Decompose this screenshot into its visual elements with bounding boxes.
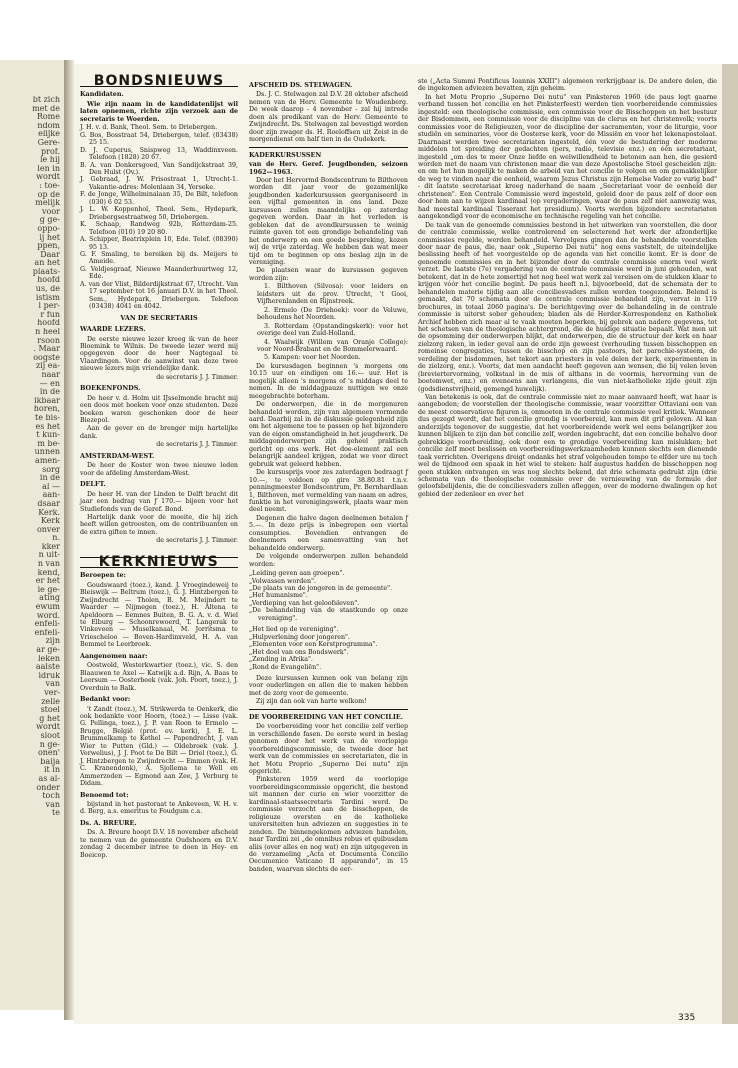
concilie-text-1: De voorbereiding voor het concilie zelf verliep in verschillende fasen. De eerste werd in beslag genomen door het werk van de voorlopige voorbereidingscommissie, de tweede door het werk van de commissies en secretariaten, die in het Motu Proprio „Superno Dei nutu" zijn opgericht. (249, 723, 408, 775)
left-page-line: n heel (35, 328, 60, 337)
boekenfonds-signature: de secretaris J. J. Timmer. (156, 441, 238, 449)
benoemd-heading: Benoemd tot: (80, 790, 129, 799)
column-middle (249, 78, 408, 874)
delft-heading: DELFT. (80, 480, 106, 489)
left-page-line: kker (41, 542, 60, 551)
left-page-line: n van (37, 560, 60, 569)
list-item: J. L. W. Koppenhol, Theol. Sem., Hydepark, Driebergsestraatweg 50, Driebergen. (80, 206, 238, 221)
left-page-line: onen' (37, 749, 60, 758)
left-page-line: al — (42, 482, 60, 491)
list-item: 2. Ermelo (De Driehoek): voor de Veluwe, behoudens het Noorden. (257, 306, 408, 322)
breure-text: Ds. A. Breure hoopt D.V. 18 november afscheid te nemen van de gemeente Oudshoorn en D.V. zondag 2 december intree te doen in Hey- en Boeicop. (80, 829, 238, 859)
left-page-line: bt zich (32, 96, 60, 104)
left-page-line: ating (39, 594, 60, 603)
left-page-line: r fun (40, 310, 60, 319)
left-page-line: wordt (36, 723, 60, 732)
list-item: A. van der Vlist, Bilderdijkstraat 67, Utrecht. Van 17 september tot 16 januari D.V. in het Theol. Sem., Hydepark, Driebergen. Telefoon (03438) 4041 en 4042. (80, 280, 238, 311)
left-page-line: t kun- (36, 431, 60, 440)
left-page-line: plaats- (32, 267, 60, 276)
list-item: „Het doel van ons Bondswerk". (249, 648, 349, 656)
left-page-line: istism (35, 293, 60, 302)
section-banner-bondsnieuws: BONDSNIEUWS (80, 78, 238, 87)
column-bondsnieuws (80, 73, 238, 860)
left-page-edge (0, 60, 65, 1010)
kaderkursussen-text-4: De onderwerpen, die in de morgenuren behandeld worden, zijn van algemeen vormende aard. Daarbij zal in de diskussie gelegenheid zijn om het algemene toe te passen op het bijzondere van de eigen omstandigheid in het jeugdwerk. De middagonderwerpen zijn geheel praktisch gericht op ons werk. Het doe-element zal een belangrijk aandeel krijgen, zodat we voor direct gebruik wat geleerd hebben. (249, 401, 408, 468)
left-page-line: Daar (40, 250, 60, 259)
left-page-line: onver (36, 525, 60, 534)
left-page-line: g het (39, 714, 60, 723)
list-item: „Rond de Evangeliën". (249, 663, 322, 671)
aangenomen-heading: Aangenomen naar: (80, 651, 148, 660)
delft-text-2: Hartelijk dank voor de moeite, die hij zich heeft willen getroosten, om de contribuanten en de extra giften te innen. (80, 514, 238, 536)
concilie-text-2: Pinksteren 1959 werd de voorlopige voorbereidingscommissie opgericht, die bestond uit mannen der curie en wier voorzitter de kardinaal-staatssecretaris Tardini werd. De commissie verzocht aan de bisschoppen, de religieuze oversten en de katholieke universiteiten hun adviezen en suggesties in te zenden. De binnengekomen adviezen handelen, naar Tardini zei „de omnibus rebus et quibusdam aliis (over alles en nog wat) en zijn uitgegeven in de verzameling „Acta et Documenta Concilio Oecumenico Vaticano II apparando", in 15 banden, waarvan slechts de eer- (249, 776, 408, 873)
boekenfonds-text-2: Aan de gever en de brenger mijn hartelijke dank. (80, 425, 238, 440)
list-item: G. Bos, Bosstraat 54, Driebergen, telef. (03438) 25 15. (80, 131, 238, 147)
kaderkursussen-text-8: Deze kursussen kunnen ook van belang zijn voor ouderlingen en allen die te maken hebben met de zorg voor de gemeente. (249, 674, 408, 697)
waarde-lezers-heading: WAARDE LEZERS. (80, 325, 146, 334)
left-page-line: stoel (40, 706, 60, 715)
waarde-lezers-signature: de secretaris J. J. Timmer. (156, 373, 238, 381)
list-item: „Volwassen worden". (249, 577, 316, 585)
left-page-line: in de (39, 474, 60, 483)
benoemd-text: bijstand in het pastoraat te Ankeveen, W. H. v. d. Berg, a.s. emeritus te Foudgum c.a. (80, 800, 238, 816)
list-item: B. A. van Donkersgoed, Van Sandijckstraat 39, Den Hulst (Ov.). (80, 161, 238, 176)
stelwagen-text: Ds. J. C. Stelwagen zal D.V. 28 oktober afscheid nemen van de Herv. Gemeente te Woudenberg. De week daarop - 4 november - zal hij intrede doen als predikant van de Herv. Gemeente te Zwijndrecht. Ds. Stelwagen zal bevestigd worden door zijn zwager ds. H. Roeloffsen uit Zeist in de morgendienst om half tien in de Oudekerk. (249, 91, 408, 144)
left-page-line: op de (37, 190, 60, 199)
left-page-line: len in (37, 164, 60, 173)
kaderkursussen-text-9: Zij zijn dan ook van harte welkom! (256, 698, 367, 706)
list-item: 3. Rotterdam (Opstandingskerk): voor het overige deel van Zuid-Holland. (257, 322, 408, 338)
left-page-line: l per- (38, 302, 60, 311)
boekenfonds-heading: BOEKENFONDS. (80, 384, 141, 393)
book-gutter (64, 60, 74, 1020)
left-page-line: zij ea- (35, 362, 60, 371)
left-page-line: ndom (37, 121, 60, 130)
left-page-line: enfeli- (34, 620, 60, 629)
left-page-line: oppo- (37, 224, 60, 233)
kaderkursussen-text-6: Degenen die halve dagen deelnemen betalen ƒ 5.—. In deze prijs is inbegrepen een viertal consumpties. Bovendien ontvangen de deelnemers een samenvatting van het behandelde onderwerp. (249, 514, 408, 552)
left-page-line: baija (40, 757, 60, 766)
left-page-line: leken (37, 654, 60, 663)
kaderkursussen-text-1: Door het Hervormd Bondscentrum te Bilthoven worden dit jaar voor de gezamenlijke jeugdbonden kaderkursussen georganiseerd in een vijftal gemeenten in ons land. Deze kursussen zullen maandelijks op zaterdag gegeven worden. Daar in het verleden is gebleken dat de avondkursussen te weinig ruimte gaven tot een grondige behandeling van het onderwerp en een goede bespreking, kozen wij de vrije zaterdag. We hebben dan wat meer tijd om te beginnen op ons beslag zijn in de vereniging. (249, 176, 408, 266)
waarde-lezers-text: De eerste nieuwe lezer kreeg ik van de heer Bloemink te Wilnis. De tweede lezer werd mij opgegeven door de heer Nagtegaal te Vlaardingen. Voor de aanwinst van deze twee nieuwe lezers mijn vriendelijke dank. (80, 335, 238, 373)
kandidaten-heading: Kandidaten. (80, 90, 124, 99)
stelwagen-heading: AFSCHEID DS. STELWAGEN. (249, 81, 353, 89)
divider (249, 147, 408, 148)
left-page-line: — en (39, 379, 60, 388)
left-page-line: rsoon (37, 336, 60, 345)
list-item: F. de Jonge, Wilhelminalaan 35, De Bilt, telefoon (030) 6 02 53. (80, 191, 238, 206)
left-page-line: in de (39, 388, 60, 397)
left-page-line: er het (35, 577, 60, 586)
list-item: „Elementen voor een Kerstprogramma". (249, 641, 378, 649)
left-page-line: hoofd (37, 276, 60, 285)
kaderkursussen-subheading: van de Herv. Geref. Jeugdbonden, seizoen 1962—1963. (249, 161, 408, 176)
kaderkursussen-text-2: De plaatsen waar de kursussen gegeven worden zijn: (249, 267, 408, 282)
topics-list-2 (249, 626, 408, 671)
left-page-line: zijn (45, 637, 60, 646)
left-page-line: unnen (34, 448, 60, 457)
left-page-line: sorg (42, 465, 60, 474)
left-page-line: melijk (35, 199, 60, 208)
list-item: K. Schaap, Randweg 92b, Rotterdam-25. Telefoon (010) 19 20 80. (80, 221, 238, 236)
left-page-line: hoofd (37, 319, 60, 328)
left-page-line: oogste (33, 353, 60, 362)
list-item: A. Schipper, Beatrixplein 10, Ede. Telef. (08390) 95 13. (80, 236, 238, 251)
kaderkursussen-text-3: De kursusdagen beginnen 's morgens om 10.15 uur en eindigen om 16.— uur. Het is mogelijk alleen 's morgens of 's middags deel te nemen. In de middagpauze nuttigen we onze meegebrachte boterham. (249, 362, 408, 400)
kursus-places-list (249, 283, 408, 362)
left-page-line: an het (34, 259, 60, 268)
left-page-line: idruk (38, 671, 60, 680)
boekenfonds-text-1: De heer v. d. Holm uit IJsselmonde bracht mij een doos met boeken voor onze studenten. Deze boeken waren geschonken door de heer Biezepol. (80, 394, 238, 425)
kandidaten-intro: Wie zijn naam in de kandidatenlijst wil laten opnemen, richte zijn verzoek aan de secretaris te Woerden. (80, 100, 238, 123)
list-item: „De plaats van de jongeren in de gemeente". (249, 585, 393, 592)
list-item: „Verdieping van het geloofsleven". (249, 599, 360, 607)
aangenomen-text: Oostwold, Westerkwartier (toez.), vic. S. den Blaauwen te Axel — Katwijk a.d. Rijn, A. Baas te Leersum — Oosterbeek (vak. Joh. Poort, toez.), J. Overduin te Balk. (80, 662, 238, 692)
amsterdam-west-heading: AMSTERDAM-WEST. (80, 451, 155, 460)
concilie-heading: DE VOORBEREIDING VAN HET CONCILIE. (249, 712, 403, 721)
list-item: 1. Bilthoven (Silvosa): voor leiders en leidsters uit de prov. Utrecht, 't Gooi, Vijfherenlanden en Rijnstreek. (257, 283, 408, 306)
concilie-continued-3: De taak van de genoemde commissies bestond in het uitwerken van voorstellen, die door de centrale commissie, welke controlerend en selecterend het werk der afzonderlijke commissies regelde, werden behandeld. Vervolgens gingen dan de behandelde voorstellen door naar de paus, die, naar ook „Superno Dei nutu" nog eens vaststelt, de uiteindelijke beslissing heeft of het voorgestelde op de agenda van het concilie komt. Er is door de genoemde commissies en in het bijzonder door de centrale commissie enorm veel werk verzet. De laatste (7e) vergadering van de centrale commissie werd in juni gehouden, wat betekent, dat in de hete zomertijd het nog heel wat werk zal vereisen om de stukken klaar te krijgen vóór het concilie begint. De paus heeft n.l. bijvoorbeeld, dat de schemata der te behandelen materie tijdig aan alle conciliesvaders zullen worden toegezonden. Belend is gemaakt, dat 70 schemata door de centrale commissie behandeld zijn, vervat in 119 brochures, in totaal 2060 pagina's. De berichtgeving over de behandeling in de centrale commissie is uiterst sober gehouden; bladen als de Herder-Korrespondenz en Katholiek Archief hebben zich maar al te vaak moeten beperken, bij gebrek aan nadere gegevens, tot het schetsen van de theologische achtergrond, die de huidige situatie bepaalt. Wat men uit de opsomming der onderwerpen blijkt, dat onderwerpen, die de structuur der kerk en haar zielzorg raken, in ieder geval aan de orde zijn geweest (verhouding tussen bisschoppen en romeinse congregaties, tussen de bisschop en zijn pastoors, het parochie-systeem, de verdeling der bisdommen, het tekort aan priesters in vele delen der kerk, experimenten in de zielzorg, enz.). Voorts, dat men aandacht heeft gegeven aan wensen, die bij velen leven (breviertervorming, volkstaal in de mis of althans in de voormis, hervorming van de boetemwet, enz.) en eveneens aan verlangens, die van niet-katholieke zijde geuit zijn (godsdienstvrijheid, gemengd huwelijk). (418, 221, 717, 393)
concilie-continued-2: In het Motu Proprio „Superno Dei nutu" van Pinksteren 1960 (de paus legt gaarne verband tussen het concilie en het Pinksterfeest) werden tien voorbereidende commissies ingesteld: een theologische commissie, een commissie voor de Bisschoppen en het bestuur der Bisdommen, een commissie voor de discipline van de clerus en het christenvolk; voorts commissies voor de Religieuzen, voor de discipline der sacramenten, voor de liturgie, voor studiën en seminaries, voor de Oosterse kerk, voor de Missiën en voor het lekenapostolaat. Daarnaast werden twee secretariaten ingesteld, één voor de bestudering der moderne middelen tot spreiding der gedachten (pers, radio, televisie enz.) en één secretariaat, ingesteld „om des te meer Onze liefde en welwillendheid te betonen aan hen, die gesierd worden met de naam van christenen maar die van deze Apostolische Stoel gescheiden zijn: en om het hun mogelijk te maken de arbeid van het concilie te volgen en om gemakkelijker de weg te vinden naar die eenheid, waarom Jezus Christus zijn Hemelse Vader zo vurig bad" - dit laatste secretariaat kreeg naderhand de naam „Secretariaat voor de eenheid der christenen". Een Centrale Commissie werd ingesteld, geleid door de paus zelf of door een door hem aan te wijzen kardinaal (op vergaderingen, waar de paus zelf niet aanwezig was, had meestal kardinaal Tisserant het presidium). Voorts werden bijzondere secretariaten aangekondigd voor de economische en technische regeling van het concilie. (418, 93, 717, 221)
left-page-line: Kerk. (38, 508, 60, 517)
concilie-continued-1: ste („Acta Summi Pontificus Ioannis XXIII") algemeen verkrijgbaar is. De andere delen, die de ingekomen adviezen bevatten, zijn geheim. (418, 78, 717, 93)
left-page-line: es het (35, 422, 60, 431)
left-page-line: Rome (36, 113, 60, 122)
list-item: 4. Waalwijk (Willem van Oranje College): voor Noord-Brabant en de Bommelerwaard. (257, 338, 408, 353)
left-page-line: voor (42, 207, 60, 216)
left-page-line: ikbaar (34, 396, 60, 405)
topics-list-1 (249, 570, 408, 622)
left-page-line: kend, (37, 568, 60, 577)
left-page-line: n. (52, 534, 60, 543)
left-page-line: naar (41, 371, 60, 379)
bedankt-heading: Bedankt voor: (80, 695, 131, 704)
delft-text-1: De heer H. van der Linden te Delft bracht dit jaar een bedrag van ƒ 170.— bijeen voor het Studiefonds van de Geref. Bond. (80, 490, 238, 513)
section-banner-kerknieuws: KERKNIEUWS (80, 557, 238, 568)
left-page-line: le hij (39, 156, 60, 165)
left-page-line: te (52, 809, 60, 818)
beroepen-text: Goudswaard (toez.), kand. J. Vroegindeweij te Bleiswijk — Beltrum (toez.), G. J. Hintzbergen te Zwijndrecht — Tholen, B. M. Meijndert te Waarder — Nijmegen (toez.), H. Altena te Apeldoorn — Eemnes Buiten, B. G. A. v. d. Wiel te Elburg — Schoonrewoerd, T. Langerak te Vinkeveen — Muselkanaal, M. Jorritsma te Vriescheloo — Boven-Hardinxveld, H. A. van Bemmel te Leerbroek. (80, 581, 238, 649)
list-item: G. F. Smaling, te bereiken bij ds. Meijers te Ameide. (80, 250, 238, 266)
left-page-line: elijke (38, 130, 60, 139)
left-page-line: van (45, 800, 60, 809)
kaderkursussen-text-5: De kursusprijs voor zes zaterdagen bedraagt ƒ 10.—, te voldoen op giro 38.80.81 t.n.v. penningmeester Bondscentrum, Pr. Bernhardlaan 1, Bilthoven, met vermelding van naam en adres, funktie in het verenigingswerk, plaats waar men deel neemt. (249, 469, 408, 514)
breure-heading: Ds. A. BREURE. (80, 818, 137, 827)
kaderkursussen-heading: KADERKURSUSSEN (249, 150, 322, 159)
list-item: G. Veldjesgraaf, Nieuwe Maanderbuurtweg 12, Ede. (80, 265, 238, 281)
page-number: 335 (678, 1013, 696, 1023)
list-item: 5. Kampen: voor het Noorden. (264, 354, 361, 362)
left-page-line: . Maar (33, 345, 60, 354)
list-item: J. Gebraad, J. W. Frisostraat 1, Utrecht-1. Vakantie-adres: Molenlaan 34, Yerseke. (80, 176, 238, 191)
left-page-line: toch (42, 792, 60, 801)
list-item: „Het humanisme". (249, 592, 308, 600)
left-page-line: ie ge- (37, 585, 60, 594)
list-item: „Zending in Afrika". (249, 656, 313, 664)
left-page-line: Gere- (37, 138, 60, 147)
left-page-line: dsaar (37, 499, 60, 508)
column-right (418, 78, 717, 499)
left-page-text (2, 96, 60, 818)
left-page-line: as al- (38, 774, 60, 783)
left-page-line: ver- (44, 688, 60, 697)
left-page-line: met de (32, 104, 60, 113)
left-page-line: n uit- (38, 551, 60, 560)
delft-signature: de secretaris J. J. Timmer. (156, 537, 238, 545)
left-page-line: aan- (42, 491, 60, 500)
kandidaten-list (80, 124, 238, 310)
left-page-line: it in (43, 766, 60, 775)
left-page-line: onder (36, 783, 60, 792)
amsterdam-west-text: De heer de Koster won twee nieuwe leden voor de afdeling Amsterdam-West. (80, 462, 238, 477)
left-page-line: prof. (41, 147, 60, 156)
left-page-line: zelle (41, 697, 60, 706)
left-page-line: sloot (40, 731, 60, 740)
left-page-line: ewum (35, 603, 60, 612)
list-item: „Leiding geven aan groepen". (249, 570, 345, 578)
list-item: „De behandeling van de staatkunde op onze vereniging". (249, 607, 408, 622)
left-page-line: Kerk (40, 517, 60, 526)
left-page-line: wordt (36, 173, 60, 182)
left-page-line: g ge- (39, 216, 60, 225)
left-page-line: ar ge- (36, 646, 60, 654)
left-page-line: ppen, (37, 242, 60, 251)
concilie-continued-4: Van betekenis is ook, dat de centrale commissie niet zo maar aanvaard heeft, wat haar is aangeboden; de voorstellen der theologische commissie, waar voorzitter Ottaviani een van de meest conservatieve figuren is, onmoeten in de centrale commissie veel kritiek. Wanneer dus gezegd wordt, dat het concilie grondig is voorbereid, kan men dit grif geloven. Al kan anderzijds tegenover de suggestie, dat het voorbereidende werk wel eens belangrijker zou kunnen blijken te zijn dan het concilie zelf, worden ingebracht, dat een concilie behalve door gebrekkige voorbereiding, ook door een te grondige voorbereiding kan mislukken; het concilie zelf moet beslissen en voorbereidingswerkzaamheden kunnen slechts een dienende taak verrichten. Overigens dreigt ondanks het straf volgehouden tempo te elfder ure nu toch wel de tijdnood een spaak in het wiel te steken: half augustus hadden de bisschoppen nog geen stukken ontvangen en was nog slechts bekend, dat drie schemata gedrukt zijn (drie schemata van de theologische commissie over de vernieuwing van de formule der geloofsbelijdenis, die de conciliesvaders zullen afleggen, over de moderne dwalingen op het gebied der zedenleer en over het (418, 394, 717, 498)
left-page-line: us, de (35, 285, 60, 294)
page-edge-right (722, 64, 738, 1024)
beroepen-heading: Beroepen te: (80, 571, 126, 580)
list-item: J. H. v. d. Bank, Theol. Sem. te Driebergen. (80, 124, 218, 132)
list-item: „Het lied op de vereniging". (249, 626, 339, 634)
left-page-line: word. (36, 611, 60, 620)
left-page-line: aalste (35, 663, 60, 672)
left-page-line: van (45, 680, 60, 689)
bedankt-text: 't Zandt (toez.), M. Strikwerda te Oenkerk, die ook bedankte voor Hoorn, (toez.) — Lisse (vak. G. Pellinga, toez.), J. P. van Roon te Ermelo — Brugge, België (prot. ev. kerk), J. E. L. Brummelkamp te Kethel — Papendrecht, J. van Wier te Putten (Gld.) — Oldebroek (vak. J. Verwelius), J. J. Poot te De Bilt — Driel (toez.), G. J. Hintzbergen te Zwijndrecht — Emmen (vak. H. C. Kranendonk), A. Sjollema te Well en Ammerzoden — Egmond aan Zee, J. Verburg te Didam. (80, 705, 238, 788)
left-page-line: te bis- (35, 413, 60, 422)
left-page-line: n ge- (39, 740, 60, 749)
divider (249, 709, 408, 710)
list-item: „Hulpverlening door jongeren". (249, 633, 350, 641)
left-page-line: enfeli- (34, 628, 60, 637)
secretaris-heading: VAN DE SECRETARIS (120, 313, 198, 322)
left-page-line: m be- (37, 439, 60, 448)
left-page-line: horen, (33, 405, 60, 414)
list-item: D. J. Cuperus, Snispweg 13, Waddinxveen. Telefoon (1828) 20 67. (80, 146, 238, 162)
left-page-line: : toe- (39, 181, 60, 190)
left-page-line: amen- (35, 456, 60, 465)
kaderkursussen-text-7: De volgende onderwerpen zullen behandeld worden: (249, 553, 408, 568)
left-page-line: ij het (39, 233, 60, 242)
